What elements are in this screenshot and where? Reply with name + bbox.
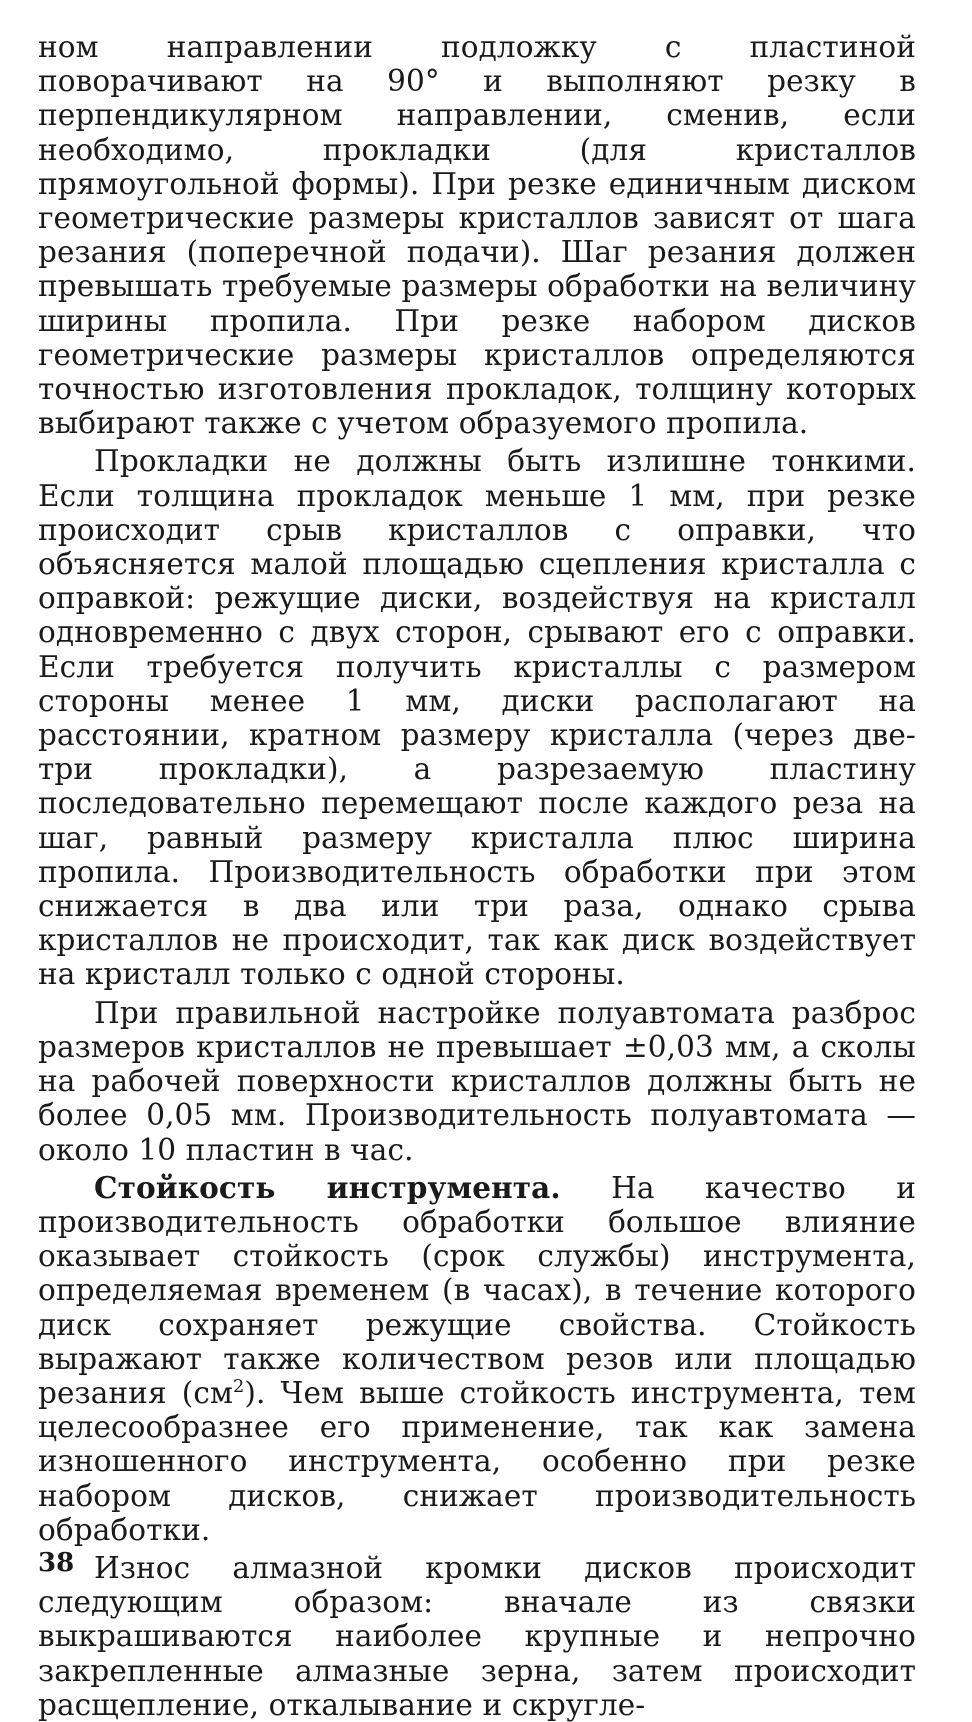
paragraph-4 bbox=[38, 1171, 916, 1547]
paragraph-5: Износ алмазной кромки дисков происходит следующим образом: вначале из связки выкрашиваются наиболее крупные и непрочно закрепленные алмазные зерна, затем происходит расщепление, откалывание и скругле- bbox=[38, 1550, 916, 1722]
paragraph-3: При правильной настройке полуавтомата разброс размеров кристаллов не превышает ±0,03 мм, а сколы на рабочей поверхности кристаллов должны быть не более 0,05 мм. Производительность полуавтомата — около 10 пластин в час. bbox=[38, 995, 916, 1167]
paragraph-4-text-a: На качество и производительность обработки большое влияние оказывает стойкость (срок службы) инструмента, определяемая временем (в часах), в течение которого диск сохраняет режущие свойства. Стойкость выражают также количеством резов или площадью резания (см bbox=[38, 1170, 916, 1410]
superscript: 2 bbox=[233, 1377, 245, 1398]
paragraph-2: Прокладки не должны быть излишне тонкими. Если толщина прокладок меньше 1 мм, при резке происходит срыв кристаллов с оправки, что объясняется малой площадью сцепления кристалла с оправкой: режущие диски, воздействуя на кристалл одновременно с двух сторон, срывают его с оправки. Если требуется получить кристаллы с размером стороны менее 1 мм, диски располагают на расстоянии, кратном размеру кристалла (через две-три прокладки), а разрезаемую пластину последовательно перемещают после каждого реза на шаг, равный размеру кристалла плюс ширина пропила. Производительность обработки при этом снижается в два или три раза, однако срыва кристаллов не происходит, так как диск воздействует на кристалл только с одной стороны. bbox=[38, 444, 916, 992]
paragraph-4-text-b: ). Чем выше стойкость инструмента, тем целесообразнее его применение, так как замена изношенного инструмента, особенно при резке набором дисков, снижает производительность обработки. bbox=[38, 1375, 916, 1547]
paragraph-1: ном направлении подложку с пластиной поворачивают на 90° и выполняют резку в перпендикулярном направлении, сменив, если необходимо, прокладки (для кристаллов прямоугольной формы). При резке единичным диском геометрические размеры кристаллов зависят от шага резания (поперечной подачи). Шаг резания должен превышать требуемые размеры обработки на величину ширины пропила. При резке набором дисков геометрические размеры кристаллов определяются точностью изготовления прокладок, толщину которых выбирают также с учетом образуемого пропила. bbox=[38, 30, 916, 441]
page-body bbox=[38, 30, 916, 1722]
page-number: 38 bbox=[38, 1548, 75, 1578]
section-heading: Стойкость инструмента. bbox=[94, 1169, 561, 1205]
